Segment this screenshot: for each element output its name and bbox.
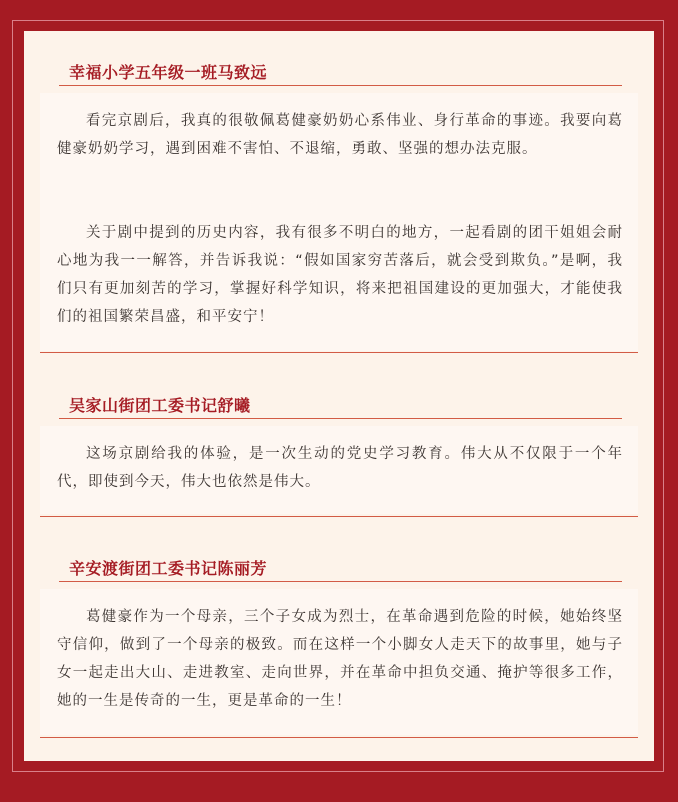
section-title: 辛安渡街团工委书记陈丽芳 [69, 559, 268, 578]
section-divider [40, 516, 638, 517]
comment-card [40, 93, 638, 351]
content-panel [24, 31, 654, 761]
section-divider [40, 352, 638, 353]
section-title: 幸福小学五年级一班马致远 [69, 63, 268, 82]
title-underline [59, 581, 622, 582]
comment-paragraph: 关于剧中提到的历史内容，我有很多不明白的地方，一起看剧的团干姐姐会耐心地为我一一解答，并告诉我说：“假如国家穷苦落后，就会受到欺负。”是啊，我们只有更加刻苦的学习，掌握好科学知识，将来把祖国建设的更加强大，才能使我们的祖国繁荣昌盛，和平安宁！ [57, 225, 623, 325]
section-divider [40, 737, 638, 738]
title-underline [59, 85, 622, 86]
comment-paragraph: 葛健豪作为一个母亲，三个子女成为烈士，在革命遇到危险的时候，她始终坚守信仰，做到了一个母亲的极致。而在这样一个小脚女人走天下的故事里，她与子女一起走出大山、走进教室、走向世界，并在革命中担负交通、掩护等很多工作，她的一生是传奇的一生，更是革命的一生！ [57, 609, 623, 709]
comment-card [40, 589, 638, 735]
section-title: 吴家山街团工委书记舒曦 [69, 396, 251, 415]
comment-paragraph: 这场京剧给我的体验，是一次生动的党史学习教育。伟大从不仅限于一个年代，即使到今天，伟大也依然是伟大。 [57, 446, 623, 490]
comment-paragraph: 看完京剧后，我真的很敬佩葛健豪奶奶心系伟业、身行革命的事迹。我要向葛健豪奶奶学习，遇到困难不害怕、不退缩，勇敢、坚强的想办法克服。 [57, 113, 623, 157]
comment-card [40, 426, 638, 514]
title-underline [59, 418, 622, 419]
